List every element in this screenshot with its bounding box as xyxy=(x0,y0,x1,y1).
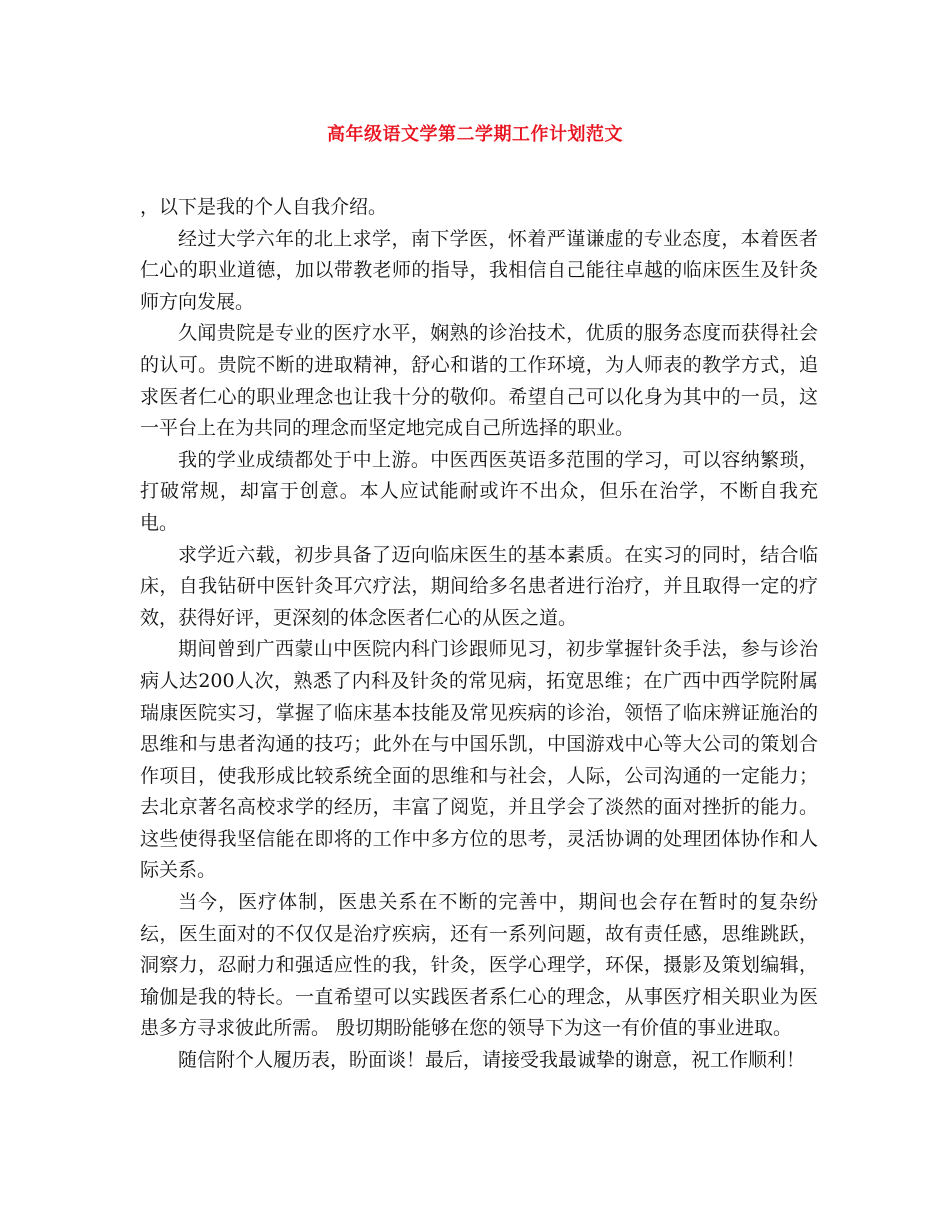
document-title: 高年级语文学第二学期工作计划范文 xyxy=(327,124,623,145)
paragraph-8: 随信附个人履历表，盼面谈！最后，请接受我最诚挚的谢意，祝工作顺利！ xyxy=(178,1049,806,1072)
paragraph-1: ，以下是我的个人自我介绍。 xyxy=(140,196,388,218)
paragraph-6: 期间曾到广西蒙山中医院内科门诊跟师见习，初步掌握针灸手法，参与诊治病人达200人次，熟悉了内科及针灸的常见病，拓宽思维；在广西中西学院附属瑞康医院实习，掌握了临床基本技能及常见疾病的诊治，领悟了临床辨证施治的思维和与患者沟通的技巧；此外在与中国乐凯，中国游戏中心等大公司的策划合作项目，使我形成比较系统全面的思维和与社会，人际，公司沟通的一定能力；去北京著名高校求学的经历，丰富了阅览，并且学会了淡然的面对挫折的能力。这些使得我坚信能在即将的工作中多方位的思考，灵活协调的处理团体协作和人际关系。 xyxy=(140,638,818,882)
paragraph-7: 当今，医疗体制，医患关系在不断的完善中，期间也会存在暂时的复杂纷纭，医生面对的不仅仅是治疗疾病，还有一系列问题，故有责任感，思维跳跃，洞察力，忍耐力和强适应性的我，针灸，医学心理学，环保，摄影及策划编辑，瑜伽是我的特长。一直希望可以实践医者系仁心的理念，从事医疗相关职业为医患多方寻求彼此所需。 殷切期盼能够在您的领导下为这一有价值的事业进取。 xyxy=(140,891,818,1040)
paragraph-2: 经过大学六年的北上求学，南下学医，怀着严谨谦虚的专业态度，本着医者仁心的职业道德，加以带教老师的指导，我相信自己能往卓越的临床医生及针灸师方向发展。 xyxy=(140,227,818,313)
paragraph-3: 久闻贵院是专业的医疗水平，娴熟的诊治技术，优质的服务态度而获得社会的认可。贵院不断的进取精神，舒心和谐的工作环境，为人师表的教学方式，追求医者仁心的职业理念也让我十分的敬仰。希望自己可以化身为其中的一员，这一平台上在为共同的理念而坚定地完成自己所选择的职业。 xyxy=(140,322,818,440)
document-body xyxy=(140,192,818,1077)
paragraph-5: 求学近六载，初步具备了迈向临床医生的基本素质。在实习的同时，结合临床，自我钻研中医针灸耳穴疗法，期间给多名患者进行治疗，并且取得一定的疗效，获得好评，更深刻的体念医者仁心的从医之道。 xyxy=(140,543,818,629)
paragraph-4: 我的学业成绩都处于中上游。中医西医英语多范围的学习，可以容纳繁琐，打破常规，却富于创意。本人应试能耐或许不出众，但乐在治学，不断自我充电。 xyxy=(140,448,818,534)
